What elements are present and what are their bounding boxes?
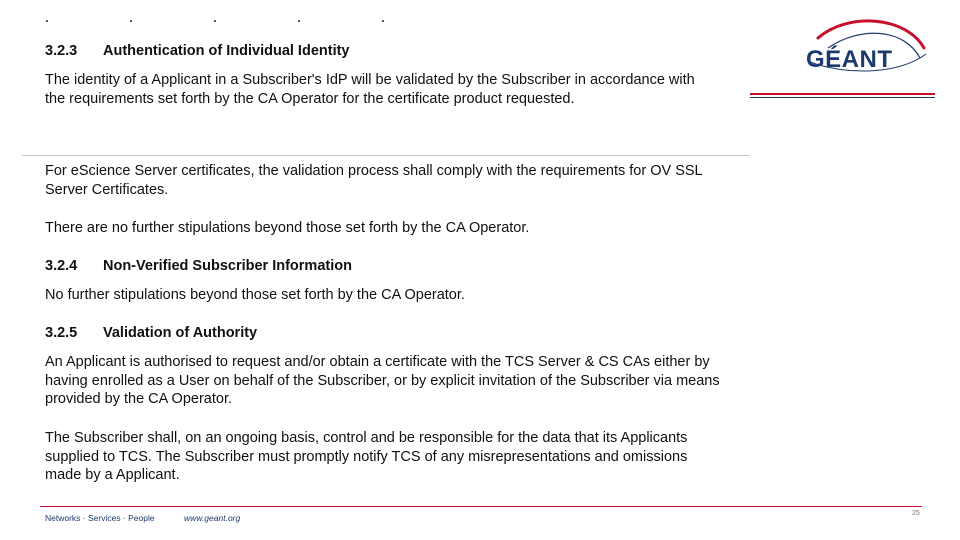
section-title: Non-Verified Subscriber Information [103,258,352,274]
paragraph: The Subscriber shall, on an ongoing basis, control and be responsible for the data that its Applicants supplied to TCS. The Subscriber must promptly notify TCS of any misrepresentations and omissions made by a Applicant. [45,430,688,483]
header-accent-line [750,97,935,98]
section-heading-3-2-4 [45,258,352,274]
footer-tagline: Networks · Services · People [45,513,155,523]
paragraph: There are no further stipulations beyond those set forth by the CA Operator. [45,220,530,236]
footer-url[interactable]: www.geant.org [184,513,241,523]
section-heading-3-2-3 [45,43,350,59]
section-number: 3.2.5 [45,325,78,341]
section-title: Authentication of Individual Identity [103,43,350,59]
paragraph: An Applicant is authorised to request and/or obtain a certificate with the TCS Server & CS CAs either by having enrolled as a User on behalf of the Subscriber, or by explicit invitation of the Subscriber via means provided by the CA Operator. [45,354,720,407]
section-title: Validation of Authority [103,325,258,341]
logo-wordmark: GÉANT [806,46,893,73]
divider [22,155,750,156]
section-heading-3-2-5 [45,325,257,341]
paragraph: The identity of a Applicant in a Subscriber's IdP will be validated by the Subscriber in accordance with the requirements set forth by the CA Operator for the certificate product requested. [45,72,695,107]
page-number: 25 [912,510,920,517]
cropped-text-fragment [46,10,486,22]
section-number: 3.2.3 [45,43,78,59]
paragraph: For eScience Server certificates, the validation process shall comply with the requirements for OV SSL Server Certificates. [45,163,703,198]
header-accent-line [750,93,935,95]
footer-divider [40,506,922,507]
section-number: 3.2.4 [45,258,78,274]
paragraph: No further stipulations beyond those set forth by the CA Operator. [45,287,465,303]
